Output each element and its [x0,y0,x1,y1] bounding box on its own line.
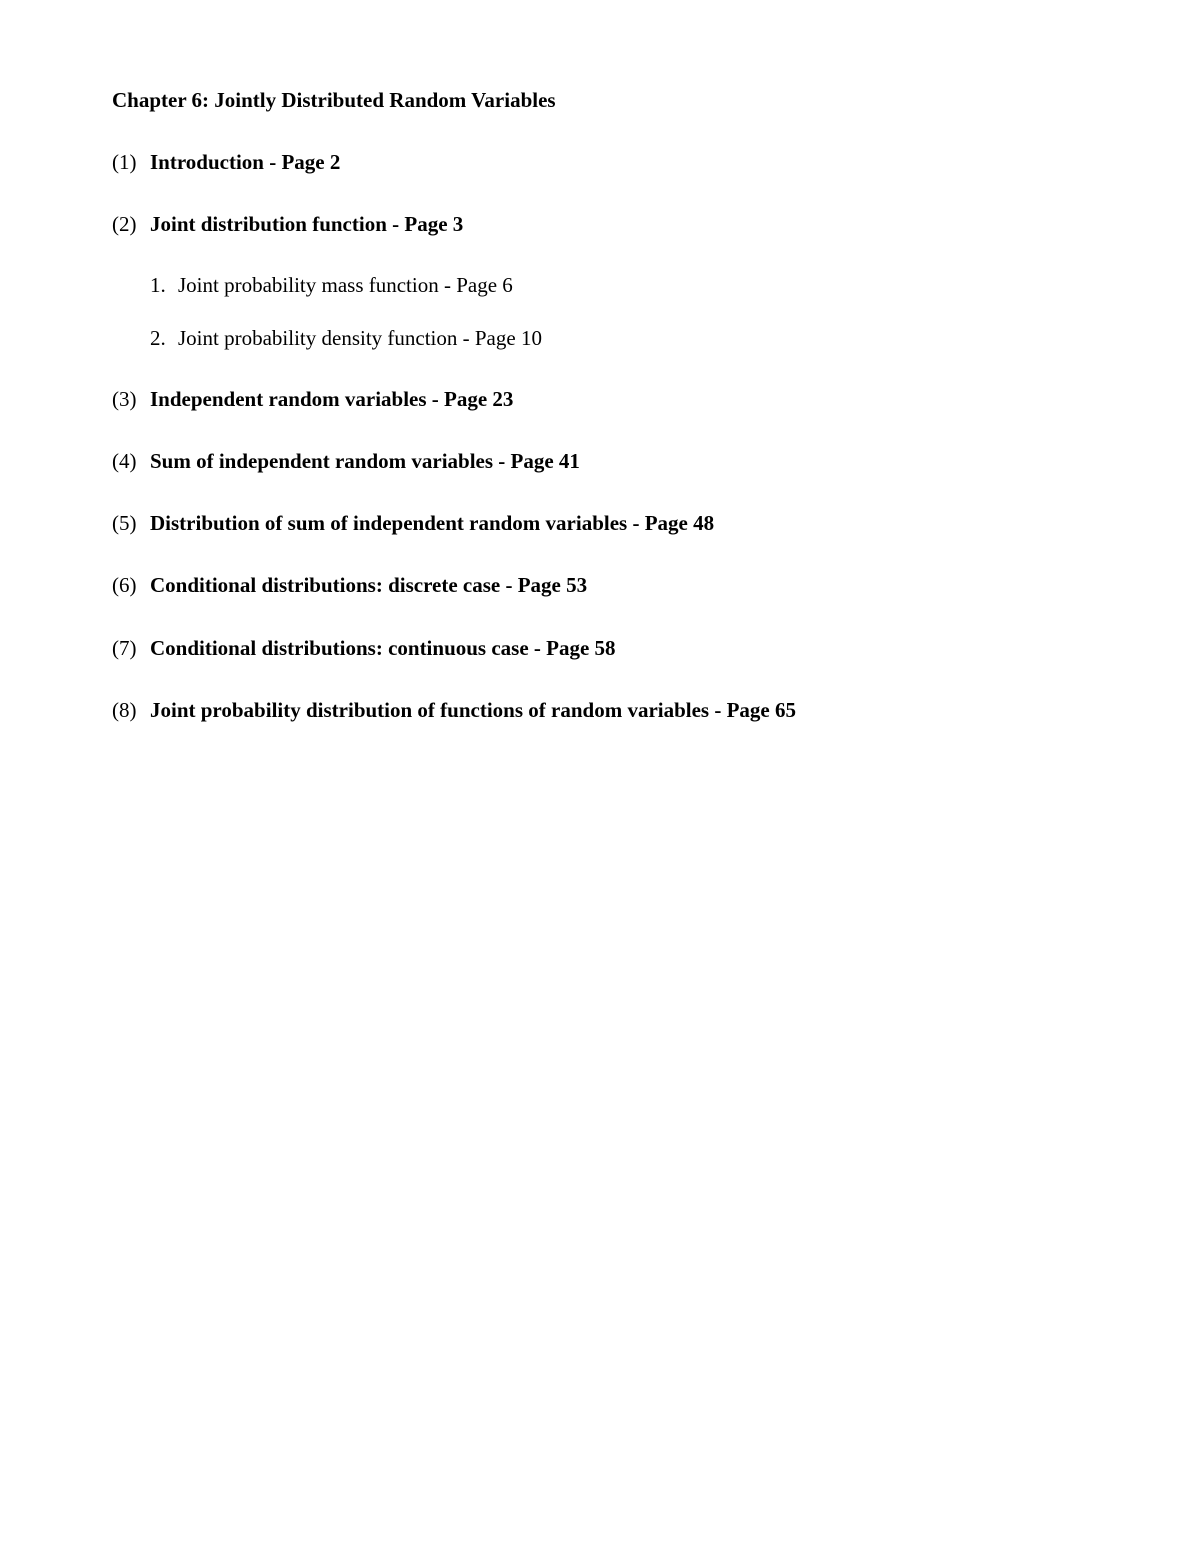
toc-entry-number: (3) [112,387,137,411]
chapter-title: Chapter 6: Jointly Distributed Random Variables [112,88,556,112]
toc-entry-sum-of-independent-random-variables [112,449,580,473]
toc-entry-number: (6) [112,573,137,597]
toc-entry-number: (8) [112,698,137,722]
toc-entry-conditional-continuous [112,636,616,660]
toc-entry-introduction [112,150,340,174]
toc-entry-text: Introduction - Page 2 [150,150,341,174]
toc-entry-text: Conditional distributions: discrete case - Page 53 [150,573,588,597]
toc-subentry-text: Joint probability density function - Page 10 [178,326,542,350]
toc-entry-number: (5) [112,511,137,535]
toc-entry-text: Independent random variables - Page 23 [150,387,514,411]
toc-entry-joint-distribution-function [112,212,463,236]
toc-entry-joint-distribution-of-functions [112,698,796,722]
toc-entry-text: Joint probability distribution of functions of random variables - Page 65 [150,698,796,722]
toc-entry-text: Sum of independent random variables - Page 41 [150,449,580,473]
toc-entry-text: Distribution of sum of independent random variables - Page 48 [150,511,715,535]
toc-subentry-number: 1. [150,273,166,297]
toc-entry-text: Joint distribution function - Page 3 [150,212,464,236]
toc-subentry-number: 2. [150,326,166,350]
toc-entry-number: (1) [112,150,137,174]
toc-entry-number: (7) [112,636,137,660]
toc-entry-conditional-discrete [112,573,587,597]
toc-entry-number: (4) [112,449,137,473]
toc-subentry-text: Joint probability mass function - Page 6 [178,273,513,297]
toc-entry-number: (2) [112,212,137,236]
toc-subentry-joint-pmf [150,273,513,297]
toc-subentry-joint-pdf [150,326,542,350]
toc-entry-distribution-of-sum [112,511,714,535]
toc-entry-text: Conditional distributions: continuous case - Page 58 [150,636,616,660]
toc-entry-independent-random-variables [112,387,513,411]
